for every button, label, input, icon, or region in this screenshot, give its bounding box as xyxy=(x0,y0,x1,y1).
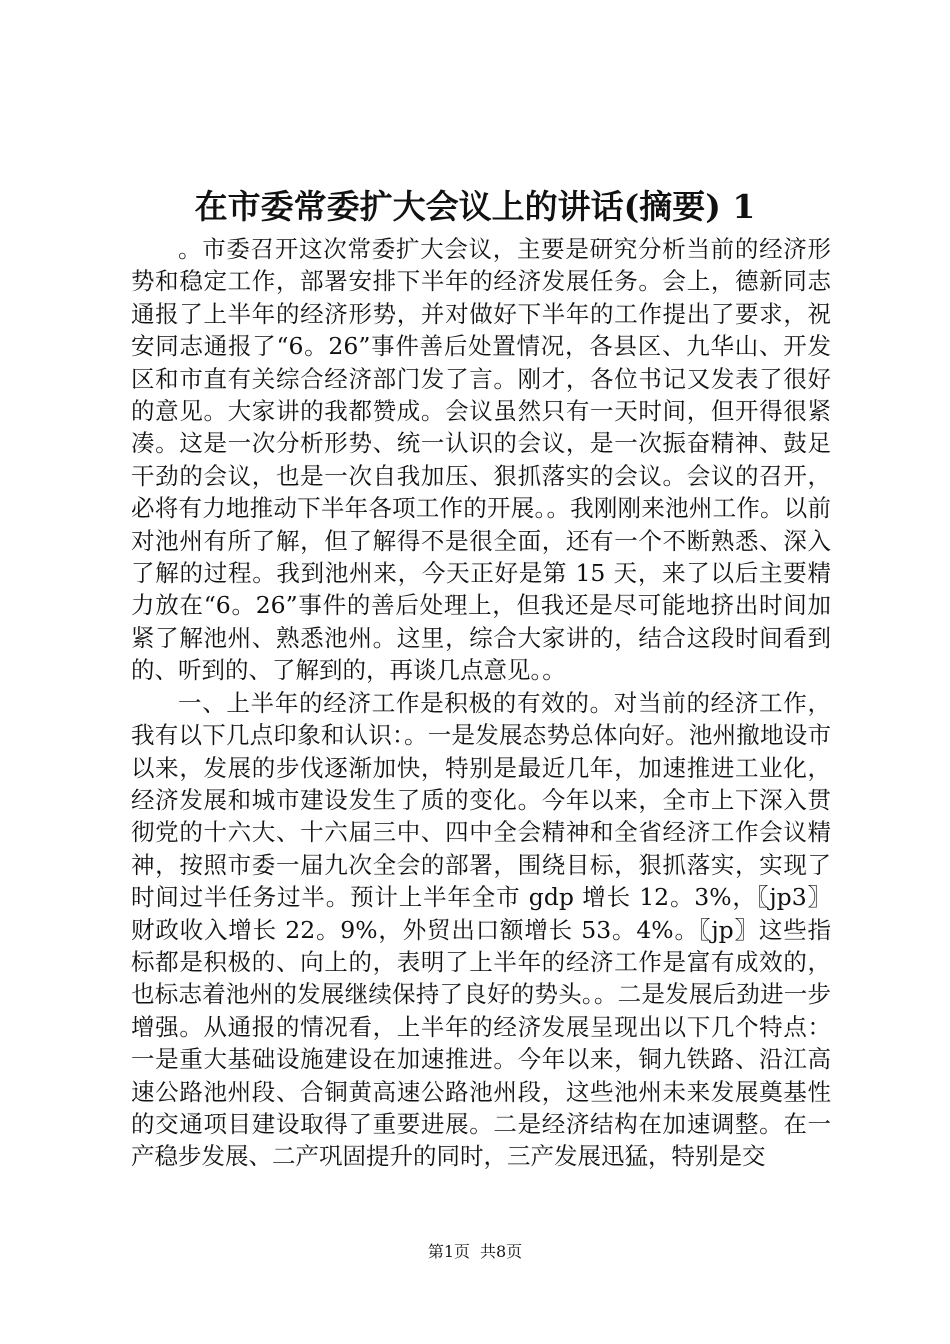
document-body xyxy=(131,233,831,1173)
paragraph-1: 。市委召开这次常委扩大会议，主要是研究分析当前的经济形势和稳定工作，部署安排下半年的经济发展任务。会上，德新同志通报了上半年的经济形势，并对做好下半年的工作提出了要求，祝安同志通报了“6。26”事件善后处置情况，各县区、九华山、开发区和市直有关综合经济部门发了言。刚才，各位书记又发表了很好的意见。大家讲的我都赞成。会议虽然只有一天时间，但开得很紧凑。这是一次分析形势、统一认识的会议，是一次振奋精神、鼓足干劲的会议，也是一次自我加压、狠抓落实的会议。会议的召开，必将有力地推动下半年各项工作的开展。。我刚刚来池州工作。以前对池州有所了解，但了解得不是很全面，还有一个不断熟悉、深入了解的过程。我到池州来，今天正好是第 15 天，来了以后主要精力放在“6。26”事件的善后处理上，但我还是尽可能地挤出时间加紧了解池州、熟悉池州。这里，综合大家讲的，结合这段时间看到的、听到的、了解到的，再谈几点意见。。 xyxy=(131,235,831,685)
document-title: 在市委常委扩大会议上的讲话(摘要) 1 xyxy=(194,187,756,226)
page-footer xyxy=(0,1241,950,1263)
page-number: 第1页 xyxy=(427,1242,470,1261)
paragraph-2: 一、上半年的经济工作是积极的有效的。对当前的经济工作，我有以下几点印象和认识：。一是发展态势总体向好。池州撤地设市以来，发展的步伐逐渐加快，特别是最近几年，加速推进工业化，经济发展和城市建设发生了质的变化。今年以来，全市上下深入贯彻党的十六大、十六届三中、四中全会精神和全省经济工作会议精神，按照市委一届九次全会的部署，围绕目标，狠抓落实，实现了时间过半任务过半。预计上半年全市 gdp 增长 12。3%，〖jp3〗财政收入增长 22。9%，外贸出口额增长 53。4%。〖jp〗这些指标都是积极的、向上的，表明了上半年的经济工作是富有成效的，也标志着池州的发展继续保持了良好的势头。。二是发展后劲进一步增强。从通报的情况看，上半年的经济发展呈现出以下几个特点：一是重大基础设施建设在加速推进。今年以来，铜九铁路、沿江高速公路池州段、合铜黄高速公路池州段，这些池州未来发展奠基性的交通项目建设取得了重要进展。二是经济结构在加速调整。在一产稳步发展、二产巩固提升的同时，三产发展迅猛，特别是交 xyxy=(131,688,831,1171)
page-total: 共8页 xyxy=(480,1242,523,1261)
